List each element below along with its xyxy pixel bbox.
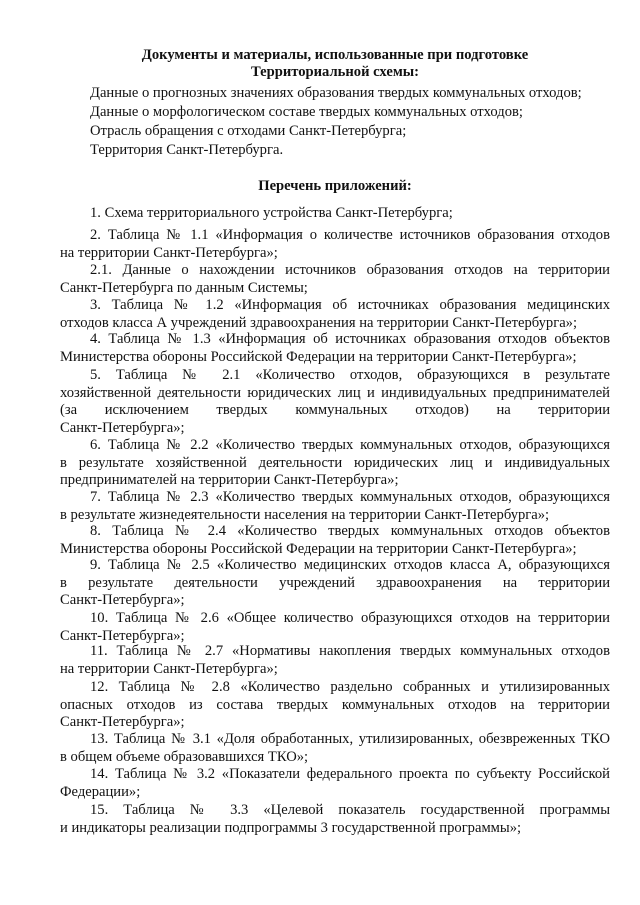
appendix-item (60, 489, 610, 524)
appendix-item (60, 679, 610, 732)
source-item: Территория Санкт-Петербурга. (90, 142, 284, 158)
appendix-item-line: в общем объеме образовавшихся ТКО»; (60, 748, 309, 765)
appendix-item-line: и индикаторы реализации подпрограммы 3 государственной программы»; (60, 819, 522, 836)
appendix-item-line: 12. Таблица № 2.8 «Количество раздельно собранных и утилизированных (90, 679, 610, 695)
appendix-item-line: в результате деятельности учреждений здравоохранения на территории (60, 574, 610, 591)
appendix-item-line: Санкт-Петербурга»; (60, 419, 185, 436)
appendix-item-line: Санкт-Петербурга»; (60, 627, 185, 644)
appendix-item (60, 297, 610, 332)
appendix-item-line: 2.1. Данные о нахождении источников образования отходов на территории (90, 262, 610, 278)
appendix-item-line: в результате хозяйственной деятельности юридических лиц и индивидуальных (60, 454, 610, 471)
appendix-item-line: 6. Таблица № 2.2 «Количество твердых коммунальных отходов, образующихся (90, 437, 610, 453)
appendix-item-line: хозяйственной деятельности юридических лиц и индивидуальных предпринимателей (60, 384, 610, 401)
appendix-item-line: (за исключением твердых коммунальных отходов) на территории (60, 402, 610, 419)
appendix-item-line: опасных отходов из состава твердых коммунальных отходов на территории (60, 696, 610, 713)
appendix-item-line: 13. Таблица № 3.1 «Доля обработанных, утилизированных, обезвреженных ТКО (90, 731, 610, 747)
appendix-item-line: Санкт-Петербурга по данным Системы; (60, 279, 308, 296)
appendix-item-line: 1. Схема территориального устройства Санкт-Петербурга; (90, 205, 453, 221)
appendix-item-line: в результате жизнедеятельности населения на территории Санкт-Петербурга»; (60, 506, 550, 523)
appendix-item-line: Министерства обороны Российской Федерации на территории Санкт-Петербурга»; (60, 348, 577, 365)
appendix-item-line: 4. Таблица № 1.3 «Информация об источниках образования отходов объектов (90, 331, 610, 347)
appendix-item (60, 523, 610, 558)
appendices-heading: Перечень приложений: (258, 178, 412, 194)
appendix-item-line: 10. Таблица № 2.6 «Общее количество образующихся отходов на территории (90, 610, 610, 626)
appendix-item-line: на территории Санкт-Петербурга»; (60, 660, 278, 677)
source-item: Отрасль обращения с отходами Санкт-Петербурга; (90, 123, 407, 139)
appendix-item (60, 802, 610, 837)
appendix-item-line: 3. Таблица № 1.2 «Информация об источниках образования медицинских (90, 297, 610, 313)
appendix-item-line: 8. Таблица № 2.4 «Количество твердых коммунальных отходов объектов (90, 523, 610, 539)
appendix-item-line: 15. Таблица № 3.3 «Целевой показатель государственной программы (90, 802, 610, 818)
appendix-item (60, 437, 610, 490)
appendix-item (60, 643, 610, 678)
appendix-item-line: 9. Таблица № 2.5 «Количество медицинских отходов класса А, образующихся (90, 557, 610, 573)
appendix-item-line: Министерства обороны Российской Федерации на территории Санкт-Петербурга»; (60, 540, 577, 557)
appendix-item-line: отходов класса А учреждений здравоохранения на территории Санкт-Петербурга»; (60, 314, 578, 331)
appendix-item-line: предпринимателей на территории Санкт-Петербурга»; (60, 472, 399, 489)
appendix-item-line: 2. Таблица № 1.1 «Информация о количестве источников образования отходов (90, 227, 610, 243)
appendix-item-line: Санкт-Петербурга»; (60, 714, 185, 731)
appendix-item (60, 367, 610, 437)
appendix-item (60, 331, 610, 366)
source-item: Данные о прогнозных значениях образования твердых коммунальных отходов; (90, 85, 582, 101)
appendix-item (60, 610, 610, 645)
appendix-item (60, 731, 610, 766)
appendix-item-line: 5. Таблица № 2.1 «Количество отходов, образующихся в результате (90, 367, 610, 383)
appendix-item (60, 262, 610, 297)
appendix-item (60, 227, 610, 262)
appendix-item-line: на территории Санкт-Петербурга»; (60, 244, 278, 261)
appendix-item (60, 557, 610, 610)
appendix-item-line: 14. Таблица № 3.2 «Показатели федерального проекта по субъекту Российской (90, 766, 610, 782)
appendix-item-line: Санкт-Петербурга»; (60, 592, 185, 609)
appendix-item-line: 7. Таблица № 2.3 «Количество твердых коммунальных отходов, образующихся (90, 489, 610, 505)
documents-heading (60, 47, 610, 81)
documents-heading-line2: Территориальной схемы: (250, 64, 420, 80)
appendix-item (60, 766, 610, 801)
source-item: Данные о морфологическом составе твердых коммунальных отходов; (90, 104, 523, 120)
appendix-item-line: 11. Таблица № 2.7 «Нормативы накопления твердых коммунальных отходов (90, 643, 610, 659)
appendix-item-line: Федерации»; (60, 783, 141, 800)
appendix-item (60, 205, 610, 223)
documents-heading-line1: Документы и материалы, использованные при подготовке (141, 47, 529, 63)
